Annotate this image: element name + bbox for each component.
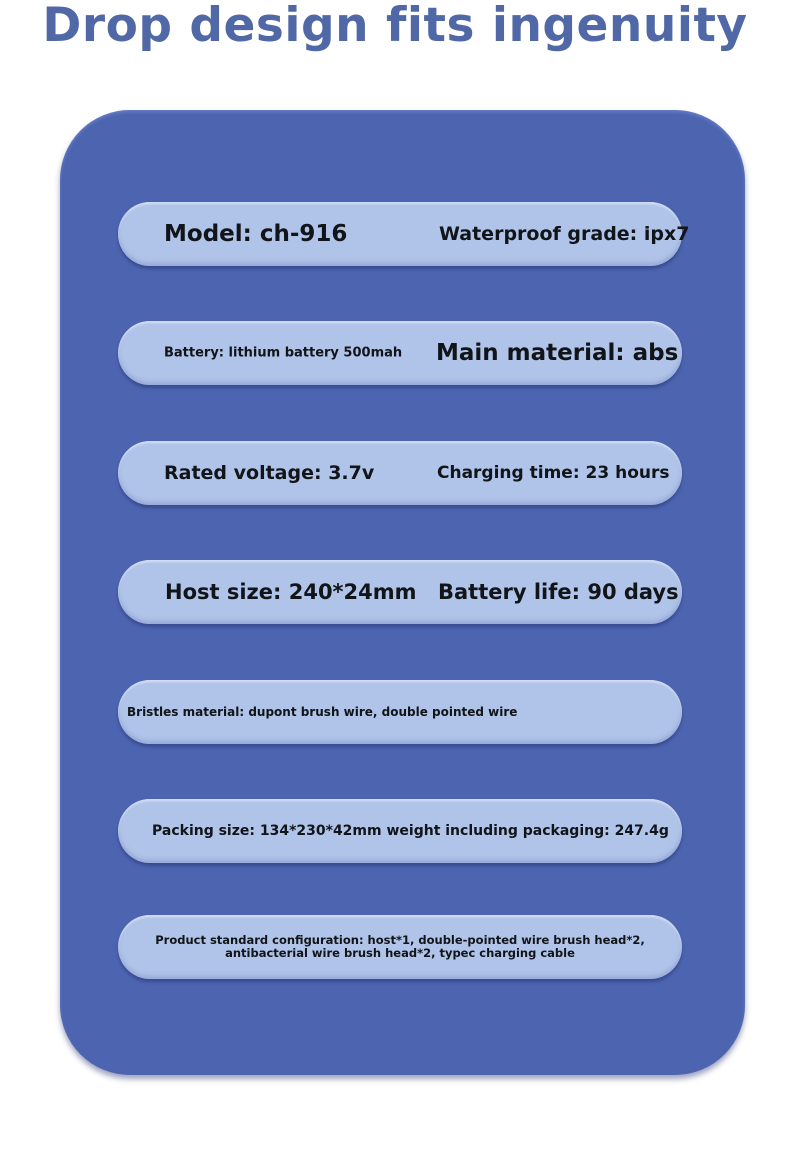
battery-life-spec: Battery life: 90 days <box>438 580 679 604</box>
spec-row-model <box>118 202 690 266</box>
battery-spec: Battery: lithium battery 500mah <box>164 345 403 361</box>
spec-row-voltage <box>118 441 682 505</box>
host-size-spec: Host size: 240*24mm <box>165 580 417 604</box>
page-headline: Drop design fits ingenuity <box>42 0 748 53</box>
packing-spec: Packing size: 134*230*42mm weight including packaging: 247.4g <box>152 823 669 839</box>
spec-row-bristles <box>118 680 682 744</box>
rated-voltage-spec: Rated voltage: 3.7v <box>164 462 375 484</box>
waterproof-spec: Waterproof grade: ipx7 <box>439 223 690 245</box>
spec-panel <box>60 110 745 1075</box>
charging-time-spec: Charging time: 23 hours <box>437 463 670 483</box>
spec-row-packing <box>118 799 682 863</box>
configuration-spec <box>118 934 682 960</box>
configuration-line-2: antibacterial wire brush head*2, typec charging cable <box>225 946 575 960</box>
bristles-spec: Bristles material: dupont brush wire, double pointed wire <box>127 705 518 719</box>
main-material-spec: Main material: abs <box>436 340 679 366</box>
model-spec: Model: ch-916 <box>164 221 348 247</box>
spec-row-battery <box>118 321 682 385</box>
spec-row-size <box>118 560 682 624</box>
spec-row-configuration <box>118 915 682 979</box>
configuration-line-1: Product standard configuration: host*1, double-pointed wire brush head*2, <box>155 933 645 947</box>
